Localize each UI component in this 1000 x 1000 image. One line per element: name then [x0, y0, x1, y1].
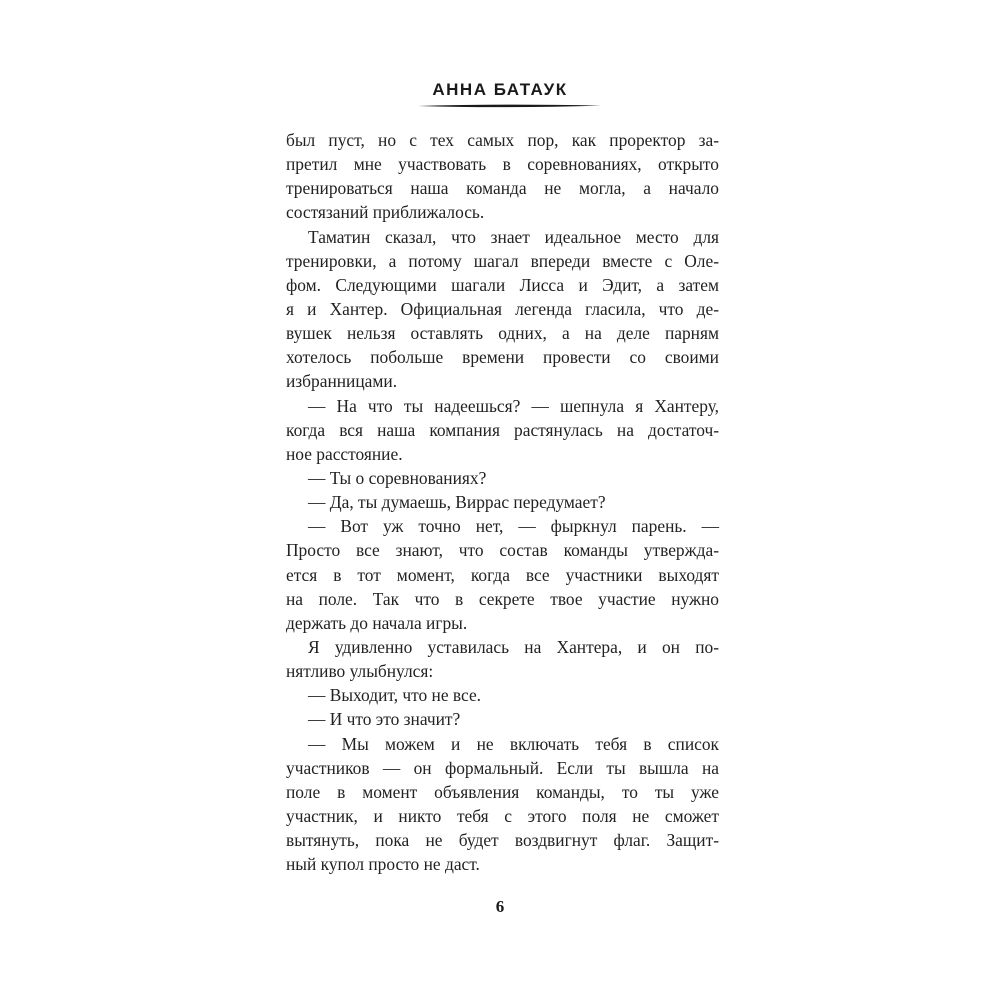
- text-line: хотелось побольше времени провести со своими: [286, 347, 719, 368]
- text-line: претил мне участвовать в соревнованиях, открыто: [286, 154, 719, 175]
- text-line: тренировки, а потому шагал впереди вместе с Оле-: [286, 250, 719, 271]
- text-line: тренироваться наша команда не могла, а начало: [286, 178, 719, 199]
- text-line: фом. Следующими шагали Лисса и Эдит, а затем: [286, 274, 719, 295]
- text-line: — Да, ты думаешь, Виррас передумает?: [308, 492, 606, 513]
- header-rule: [0, 102, 1000, 110]
- text-line: Просто все знают, что состав команды утвержда-: [286, 540, 719, 561]
- text-line: на поле. Так что в секрете твое участие нужно: [286, 588, 719, 609]
- text-line: нятливо улыбнулся:: [286, 661, 434, 682]
- text-line: когда вся наша компания растянулась на достаточ-: [286, 419, 719, 440]
- text-line: — Вот уж точно нет, — фыркнул парень. —: [308, 516, 719, 537]
- text-line: — На что ты надеешься? — шепнула я Хантеру,: [308, 395, 719, 416]
- text-line: поле в момент объявления команды, то ты уже: [286, 781, 719, 802]
- text-line: Я удивленно уставилась на Хантера, и он по-: [308, 636, 719, 657]
- body-text: [286, 128, 719, 876]
- text-line: состязаний приближалось.: [286, 202, 485, 223]
- text-line: — И что это значит?: [308, 709, 461, 730]
- running-header: [0, 74, 1000, 114]
- text-line: — Выходит, что не все.: [308, 685, 482, 706]
- text-line: участников — он формальный. Если ты вышла на: [286, 757, 719, 778]
- text-line: вушек нельзя оставлять одних, а на деле парням: [286, 323, 719, 344]
- text-line: — Мы можем и не включать тебя в список: [308, 733, 719, 754]
- text-line: участник, и никто тебя с этого поля не сможет: [286, 805, 719, 826]
- page-number: 6: [495, 897, 505, 916]
- text-line: я и Хантер. Официальная легенда гласила, что де-: [286, 298, 719, 319]
- author-name: АННА БАТАУК: [432, 80, 568, 99]
- text-line: — Ты о соревнованиях?: [308, 467, 487, 488]
- text-line: был пуст, но с тех самых пор, как проректор за-: [286, 130, 719, 150]
- text-line: избранницами.: [286, 371, 398, 392]
- text-line: ется в тот момент, когда все участники выходят: [286, 564, 719, 585]
- text-line: ное расстояние.: [286, 443, 403, 464]
- text-line: Таматин сказал, что знает идеальное место для: [308, 226, 719, 247]
- text-line: ный купол просто не даст.: [286, 854, 480, 875]
- text-line: держать до начала игры.: [286, 612, 468, 633]
- text-line: вытянуть, пока не будет воздвигнут флаг. Защит-: [286, 830, 719, 851]
